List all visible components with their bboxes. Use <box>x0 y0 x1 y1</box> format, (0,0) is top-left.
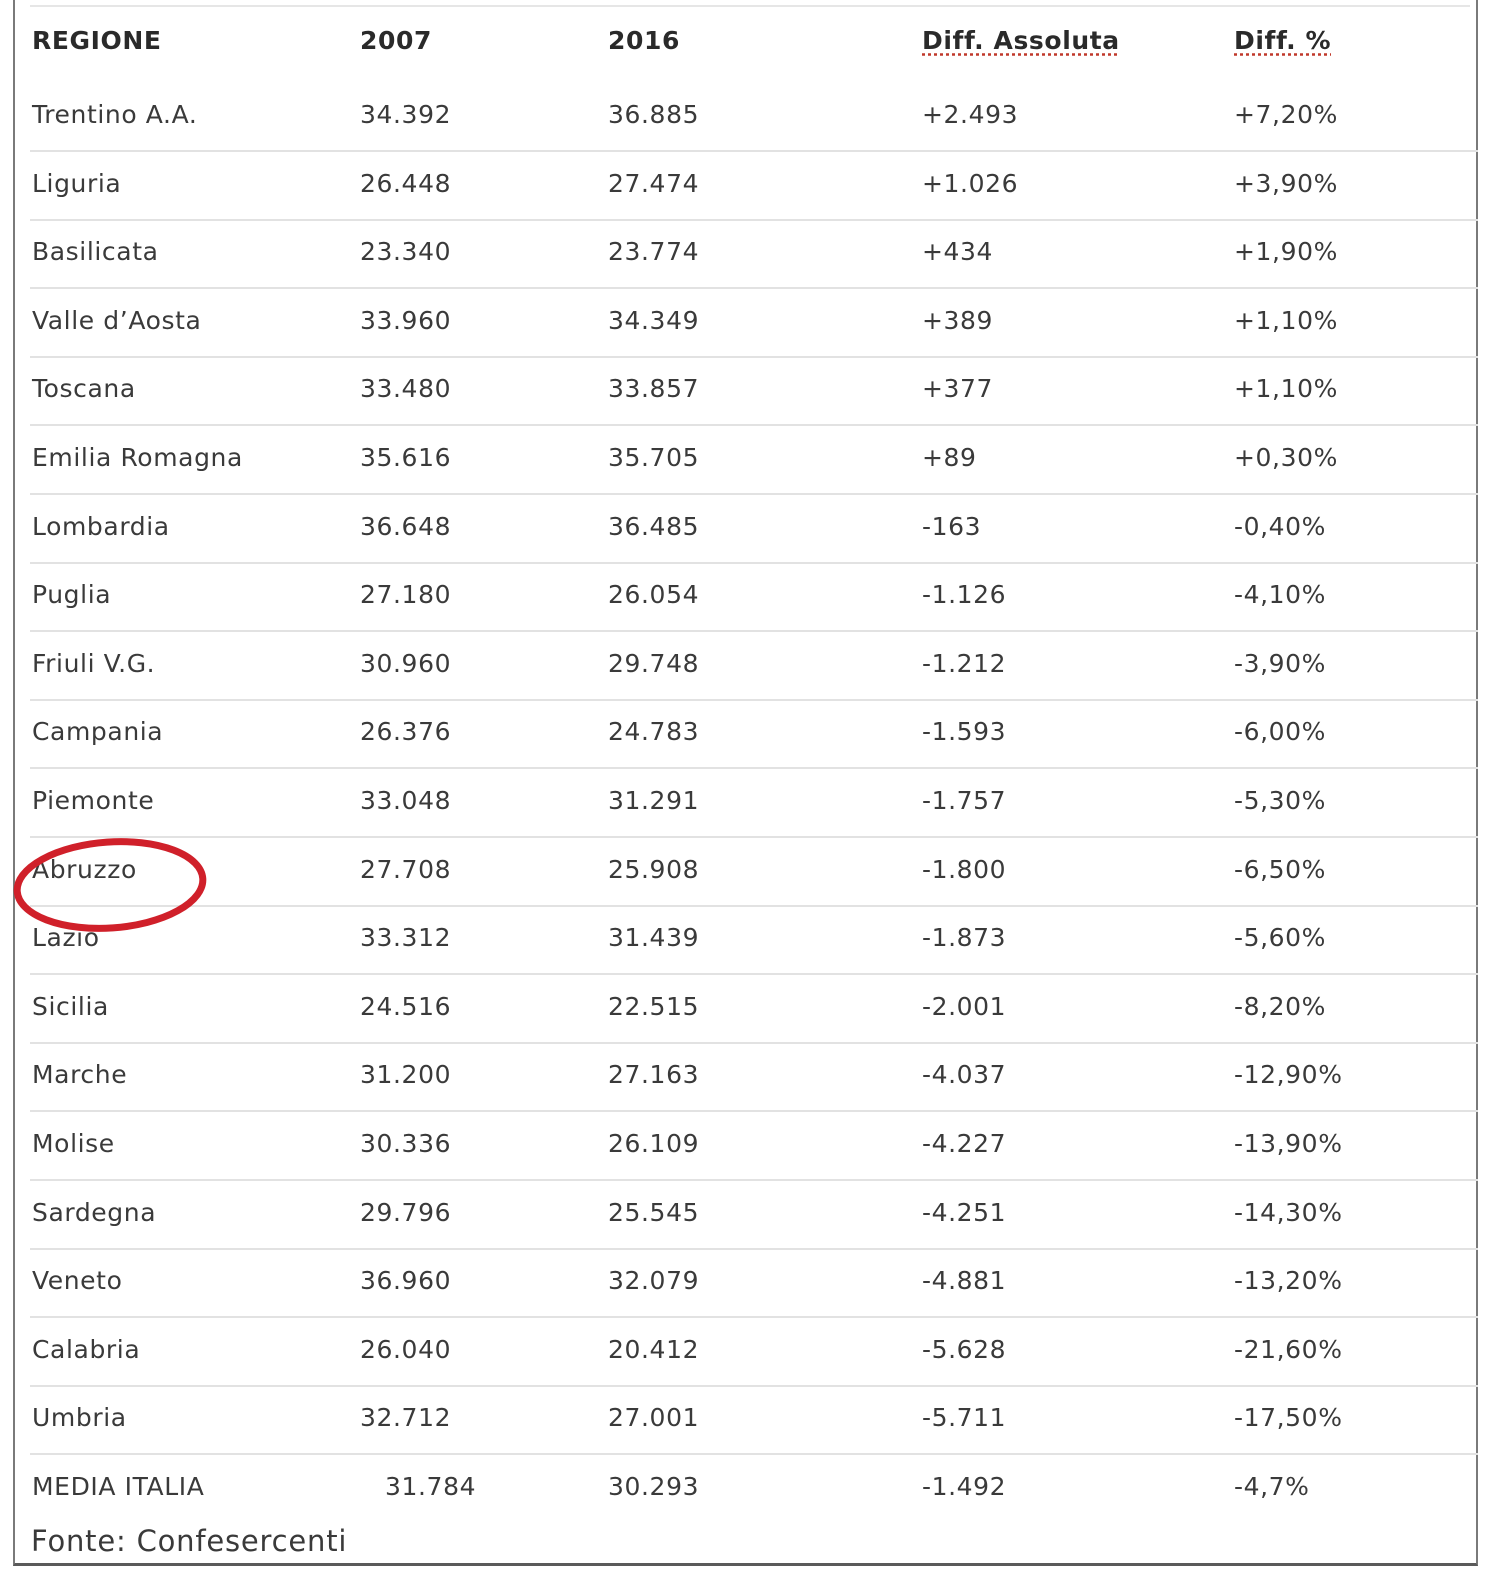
cell-2016: 36.485 <box>608 512 700 541</box>
cell-diff-percent: -5,60% <box>1234 923 1327 952</box>
cell-diff-assoluta: -4.227 <box>922 1129 1007 1158</box>
cell-regione: Piemonte <box>32 786 155 815</box>
table-frame <box>13 0 1478 1566</box>
cell-regione: Valle d’Aosta <box>32 306 202 335</box>
cell-diff-percent: +3,90% <box>1234 169 1338 198</box>
cell-diff-percent: -5,30% <box>1234 786 1327 815</box>
table-row <box>30 923 1478 975</box>
cell-diff-assoluta: -1.212 <box>922 649 1007 678</box>
cell-2007: 29.796 <box>360 1198 452 1227</box>
cell-2007: 30.336 <box>360 1129 452 1158</box>
cell-diff-percent: -17,50% <box>1234 1403 1343 1432</box>
cell-diff-percent: +0,30% <box>1234 443 1338 472</box>
cell-2007: 24.516 <box>360 992 452 1021</box>
cell-2016: 29.748 <box>608 649 700 678</box>
cell-diff-percent: -0,40% <box>1234 512 1327 541</box>
table-row <box>30 1129 1478 1181</box>
cell-2016: 25.545 <box>608 1198 700 1227</box>
cell-2007: 23.340 <box>360 237 452 266</box>
cell-2007: 33.480 <box>360 374 452 403</box>
cell-2007: 32.712 <box>360 1403 452 1432</box>
table-header-row <box>30 26 1478 84</box>
cell-diff-percent: -4,10% <box>1234 580 1327 609</box>
cell-2016: 20.412 <box>608 1335 700 1364</box>
header-diff-assoluta: Diff. Assoluta <box>922 26 1120 55</box>
cell-2016: 34.349 <box>608 306 700 335</box>
cell-diff-assoluta: -1.800 <box>922 855 1007 884</box>
cell-regione: Toscana <box>32 374 136 403</box>
cell-2016: 32.079 <box>608 1266 700 1295</box>
cell-2007: 31.784 <box>385 1472 477 1501</box>
cell-2007: 26.040 <box>360 1335 452 1364</box>
table-row <box>30 1198 1478 1250</box>
cell-2007: 35.616 <box>360 443 452 472</box>
cell-diff-percent: -8,20% <box>1234 992 1327 1021</box>
cell-diff-assoluta: -1.593 <box>922 717 1007 746</box>
cell-2007: 33.048 <box>360 786 452 815</box>
cell-diff-assoluta: +2.493 <box>922 100 1019 129</box>
cell-diff-assoluta: -1.126 <box>922 580 1007 609</box>
table-row <box>30 1060 1478 1112</box>
header-regione: REGIONE <box>32 26 162 55</box>
cell-regione: Basilicata <box>32 237 159 266</box>
table-row <box>30 1335 1478 1387</box>
cell-diff-assoluta: -2.001 <box>922 992 1007 1021</box>
cell-regione: Liguria <box>32 169 122 198</box>
cell-2016: 24.783 <box>608 717 700 746</box>
cell-diff-percent: -12,90% <box>1234 1060 1343 1089</box>
cell-diff-assoluta: -1.757 <box>922 786 1007 815</box>
cell-regione: Lombardia <box>32 512 170 541</box>
cell-regione: Veneto <box>32 1266 123 1295</box>
cell-2016: 23.774 <box>608 237 700 266</box>
cell-2016: 31.291 <box>608 786 700 815</box>
cell-diff-percent: -13,20% <box>1234 1266 1343 1295</box>
cell-2007: 34.392 <box>360 100 452 129</box>
cell-regione: MEDIA ITALIA <box>32 1472 205 1501</box>
cell-2007: 33.312 <box>360 923 452 952</box>
cell-2016: 36.885 <box>608 100 700 129</box>
cell-diff-assoluta: -5.711 <box>922 1403 1007 1432</box>
table-row <box>30 786 1478 838</box>
cell-regione: Umbria <box>32 1403 127 1432</box>
table-row <box>30 992 1478 1044</box>
cell-2016: 26.054 <box>608 580 700 609</box>
cell-2016: 27.163 <box>608 1060 700 1089</box>
cell-regione: Lazio <box>32 923 100 952</box>
header-2016: 2016 <box>608 26 680 55</box>
cell-2016: 30.293 <box>608 1472 700 1501</box>
cell-diff-percent: +1,90% <box>1234 237 1338 266</box>
cell-regione: Calabria <box>32 1335 141 1364</box>
cell-regione: Emilia Romagna <box>32 443 243 472</box>
table-row <box>30 512 1478 564</box>
cell-diff-percent: -4,7% <box>1234 1472 1310 1501</box>
cell-diff-assoluta: -163 <box>922 512 982 541</box>
table-row <box>30 649 1478 701</box>
cell-diff-percent: -21,60% <box>1234 1335 1343 1364</box>
cell-2016: 27.474 <box>608 169 700 198</box>
cell-2007: 26.376 <box>360 717 452 746</box>
header-2007: 2007 <box>360 26 432 55</box>
cell-2016: 33.857 <box>608 374 700 403</box>
cell-2016: 35.705 <box>608 443 700 472</box>
cell-diff-percent: -3,90% <box>1234 649 1327 678</box>
cell-regione: Molise <box>32 1129 115 1158</box>
table-row <box>30 580 1478 632</box>
table-row <box>30 1266 1478 1318</box>
cell-2007: 31.200 <box>360 1060 452 1089</box>
cell-diff-assoluta: -5.628 <box>922 1335 1007 1364</box>
table-row <box>30 855 1478 907</box>
cell-2016: 22.515 <box>608 992 700 1021</box>
table-row <box>30 374 1478 426</box>
cell-regione: Friuli V.G. <box>32 649 156 678</box>
table-row <box>30 169 1478 221</box>
cell-2007: 36.960 <box>360 1266 452 1295</box>
cell-diff-percent: -13,90% <box>1234 1129 1343 1158</box>
table-row <box>30 443 1478 495</box>
cell-2007: 33.960 <box>360 306 452 335</box>
cell-2007: 27.180 <box>360 580 452 609</box>
cell-diff-percent: +1,10% <box>1234 374 1338 403</box>
cell-diff-percent: -6,00% <box>1234 717 1327 746</box>
cell-diff-assoluta: -4.881 <box>922 1266 1007 1295</box>
cell-diff-assoluta: -4.251 <box>922 1198 1007 1227</box>
cell-2016: 27.001 <box>608 1403 700 1432</box>
cell-diff-percent: -14,30% <box>1234 1198 1343 1227</box>
cell-diff-assoluta: +1.026 <box>922 169 1019 198</box>
cell-2016: 26.109 <box>608 1129 700 1158</box>
cell-regione: Sicilia <box>32 992 109 1021</box>
table-row <box>30 237 1478 289</box>
cell-diff-assoluta: -1.492 <box>922 1472 1007 1501</box>
cell-diff-percent: +1,10% <box>1234 306 1338 335</box>
cell-regione: Marche <box>32 1060 128 1089</box>
cell-regione: Campania <box>32 717 164 746</box>
cell-diff-assoluta: +389 <box>922 306 994 335</box>
table-row <box>30 306 1478 358</box>
cell-diff-assoluta: +434 <box>922 237 994 266</box>
cell-regione: Abruzzo <box>32 855 137 884</box>
cell-2016: 25.908 <box>608 855 700 884</box>
table-row <box>30 717 1478 769</box>
header-diff-percent: Diff. % <box>1234 26 1332 55</box>
cell-regione: Puglia <box>32 580 112 609</box>
cell-2016: 31.439 <box>608 923 700 952</box>
cell-diff-assoluta: -4.037 <box>922 1060 1007 1089</box>
cell-regione: Sardegna <box>32 1198 157 1227</box>
cell-diff-assoluta: -1.873 <box>922 923 1007 952</box>
cell-2007: 27.708 <box>360 855 452 884</box>
cell-2007: 26.448 <box>360 169 452 198</box>
cell-diff-assoluta: +377 <box>922 374 994 403</box>
cell-diff-assoluta: +89 <box>922 443 977 472</box>
cell-2007: 30.960 <box>360 649 452 678</box>
source-note: Fonte: Confesercenti <box>31 1524 348 1558</box>
cell-diff-percent: -6,50% <box>1234 855 1327 884</box>
cell-2007: 36.648 <box>360 512 452 541</box>
cell-diff-percent: +7,20% <box>1234 100 1338 129</box>
cell-regione: Trentino A.A. <box>32 100 198 129</box>
table-row-average <box>30 1472 1478 1524</box>
table-row <box>30 100 1478 152</box>
top-divider <box>30 5 1470 7</box>
table-row <box>30 1403 1478 1455</box>
